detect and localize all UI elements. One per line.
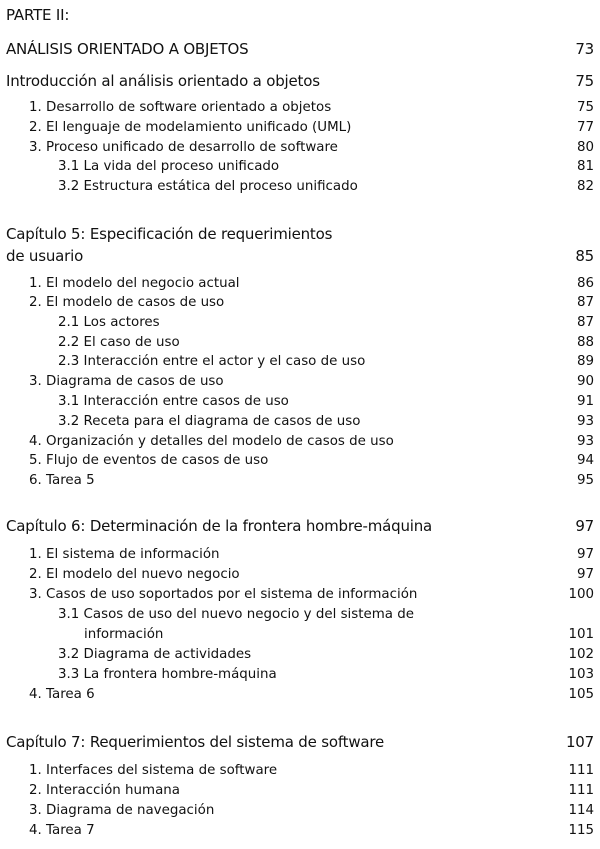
- toc-entry: [0, 823, 600, 843]
- toc-entry-page: 103: [568, 667, 594, 682]
- toc-entry: [0, 159, 600, 179]
- toc-entry-text: 2.1 Los actores: [58, 315, 160, 330]
- toc-entry-text: 1. Desarrollo de software orientado a objetos: [29, 100, 332, 115]
- toc-entry-page: 89: [576, 354, 594, 369]
- toc-entry: [0, 453, 600, 473]
- toc-entry-text: 6. Tarea 5: [29, 473, 95, 488]
- toc-entry: [0, 354, 600, 374]
- toc-entry-text: 3. Diagrama de casos de uso: [29, 374, 224, 389]
- chapter-5-title-line1: Capítulo 5: Especificación de requerimientos: [6, 225, 333, 243]
- toc-entry-text: 1. Interfaces del sistema de software: [29, 763, 278, 778]
- toc-entry: [0, 547, 600, 567]
- toc-entry-text: 2. El lenguaje de modelamiento unificado (UML): [29, 120, 352, 135]
- toc-entry-page: 93: [576, 434, 594, 449]
- toc-entry-page: 86: [576, 276, 594, 291]
- part-label: PARTE II:: [6, 6, 70, 24]
- toc-entry-text: 3.2 Diagrama de actividades: [58, 647, 252, 662]
- toc-entry-text: 2. El modelo del nuevo negocio: [29, 567, 240, 582]
- toc-entry-page: 97: [576, 547, 594, 562]
- toc-entry: [0, 687, 600, 707]
- toc-entry: [0, 315, 600, 335]
- toc-entry-page: 111: [568, 763, 594, 778]
- chapter-7-page: 107: [565, 733, 594, 751]
- toc-entry-text: 2. El modelo de casos de uso: [29, 295, 225, 310]
- toc-entry-text: 2.2 El caso de uso: [58, 335, 180, 350]
- toc-entry-text: 3.1 Casos de uso del nuevo negocio y del sistema de: [58, 607, 414, 622]
- toc-entry: [0, 179, 600, 199]
- toc-entry-page: 91: [576, 394, 594, 409]
- toc-entry: [0, 803, 600, 823]
- toc-entry-text: 3. Diagrama de navegación: [29, 803, 215, 818]
- toc-entry: [0, 335, 600, 355]
- toc-entry-text: 1. El sistema de información: [29, 547, 220, 562]
- toc-entry-text: 3.2 Receta para el diagrama de casos de uso: [58, 414, 361, 429]
- toc-entry: [0, 647, 600, 667]
- chapter-6-page: 97: [575, 517, 594, 535]
- chapter-6-heading-row: [0, 517, 600, 537]
- chapter-6-title: Capítulo 6: Determinación de la frontera hombre-máquina: [6, 517, 433, 535]
- toc-entry-text: 2. Interacción humana: [29, 783, 180, 798]
- toc-entry-text: 4. Tarea 6: [29, 687, 95, 702]
- intro-page: 75: [575, 72, 594, 90]
- toc-entry: [0, 374, 600, 394]
- toc-entry: [0, 295, 600, 315]
- toc-entry-text: 3. Proceso unificado de desarrollo de software: [29, 140, 338, 155]
- part-page: 73: [575, 40, 594, 58]
- toc-entry-text: 3.2 Estructura estática del proceso unificado: [58, 179, 358, 194]
- toc-entry: [0, 783, 600, 803]
- toc-entry-text: información: [84, 627, 164, 642]
- chapter-5-page: 85: [575, 247, 594, 265]
- toc-entry-text: 5. Flujo de eventos de casos de uso: [29, 453, 269, 468]
- toc-entry-page: 114: [568, 803, 594, 818]
- toc-entry: [0, 627, 600, 647]
- toc-entry-page: 105: [568, 687, 594, 702]
- toc-entry-text: 3.1 La vida del proceso unificado: [58, 159, 280, 174]
- chapter-5-title-line2: de usuario: [6, 247, 84, 265]
- toc-entry-page: 81: [576, 159, 594, 174]
- toc-entry-page: 87: [576, 315, 594, 330]
- part-title-row: [0, 40, 600, 60]
- toc-entry: [0, 587, 600, 607]
- toc-entry: [0, 763, 600, 783]
- toc-entry-page: 75: [576, 100, 594, 115]
- toc-entry-page: 97: [576, 567, 594, 582]
- toc-entry: [0, 120, 600, 140]
- chapter-7-title: Capítulo 7: Requerimientos del sistema de software: [6, 733, 385, 751]
- toc-entry-text: 3.1 Interacción entre casos de uso: [58, 394, 289, 409]
- intro-heading-row: [0, 72, 600, 92]
- toc-entry-page: 101: [568, 627, 594, 642]
- part-title: ANÁLISIS ORIENTADO A OBJETOS: [6, 40, 249, 58]
- toc-entry-text: 4. Organización y detalles del modelo de casos de uso: [29, 434, 394, 449]
- chapter-7-heading-row: [0, 733, 600, 753]
- intro-title: Introducción al análisis orientado a objetos: [6, 72, 320, 90]
- toc-entry: [0, 414, 600, 434]
- toc-entry-page: 102: [568, 647, 594, 662]
- toc-entry-page: 80: [576, 140, 594, 155]
- toc-entry-page: 95: [576, 473, 594, 488]
- chapter-5-heading-line1: [0, 225, 600, 245]
- part-label-row: [0, 6, 600, 26]
- toc-entry-text: 4. Tarea 7: [29, 823, 95, 838]
- toc-entry-text: 3. Casos de uso soportados por el sistema de información: [29, 587, 418, 602]
- toc-entry-page: 115: [568, 823, 594, 838]
- toc-entry: [0, 100, 600, 120]
- chapter-5-heading-line2: [0, 247, 600, 267]
- toc-entry: [0, 394, 600, 414]
- toc-entry: [0, 434, 600, 454]
- toc-entry-page: 82: [576, 179, 594, 194]
- toc-entry-page: 87: [576, 295, 594, 310]
- toc-entry-page: 100: [568, 587, 594, 602]
- toc-entry-text: 1. El modelo del negocio actual: [29, 276, 240, 291]
- toc-entry: [0, 140, 600, 160]
- toc-entry-page: 88: [576, 335, 594, 350]
- toc-entry-page: 94: [576, 453, 594, 468]
- toc-entry: [0, 567, 600, 587]
- toc-entry-text: 3.3 La frontera hombre-máquina: [58, 667, 277, 682]
- toc-entry-page: 111: [568, 783, 594, 798]
- toc-entry: [0, 473, 600, 493]
- toc-entry: [0, 667, 600, 687]
- toc-entry: [0, 607, 600, 627]
- toc-entry-page: 77: [576, 120, 594, 135]
- toc-entry-page: 90: [576, 374, 594, 389]
- toc-entry-page: 93: [576, 414, 594, 429]
- toc-entry: [0, 276, 600, 296]
- toc-entry-text: 2.3 Interacción entre el actor y el caso de uso: [58, 354, 366, 369]
